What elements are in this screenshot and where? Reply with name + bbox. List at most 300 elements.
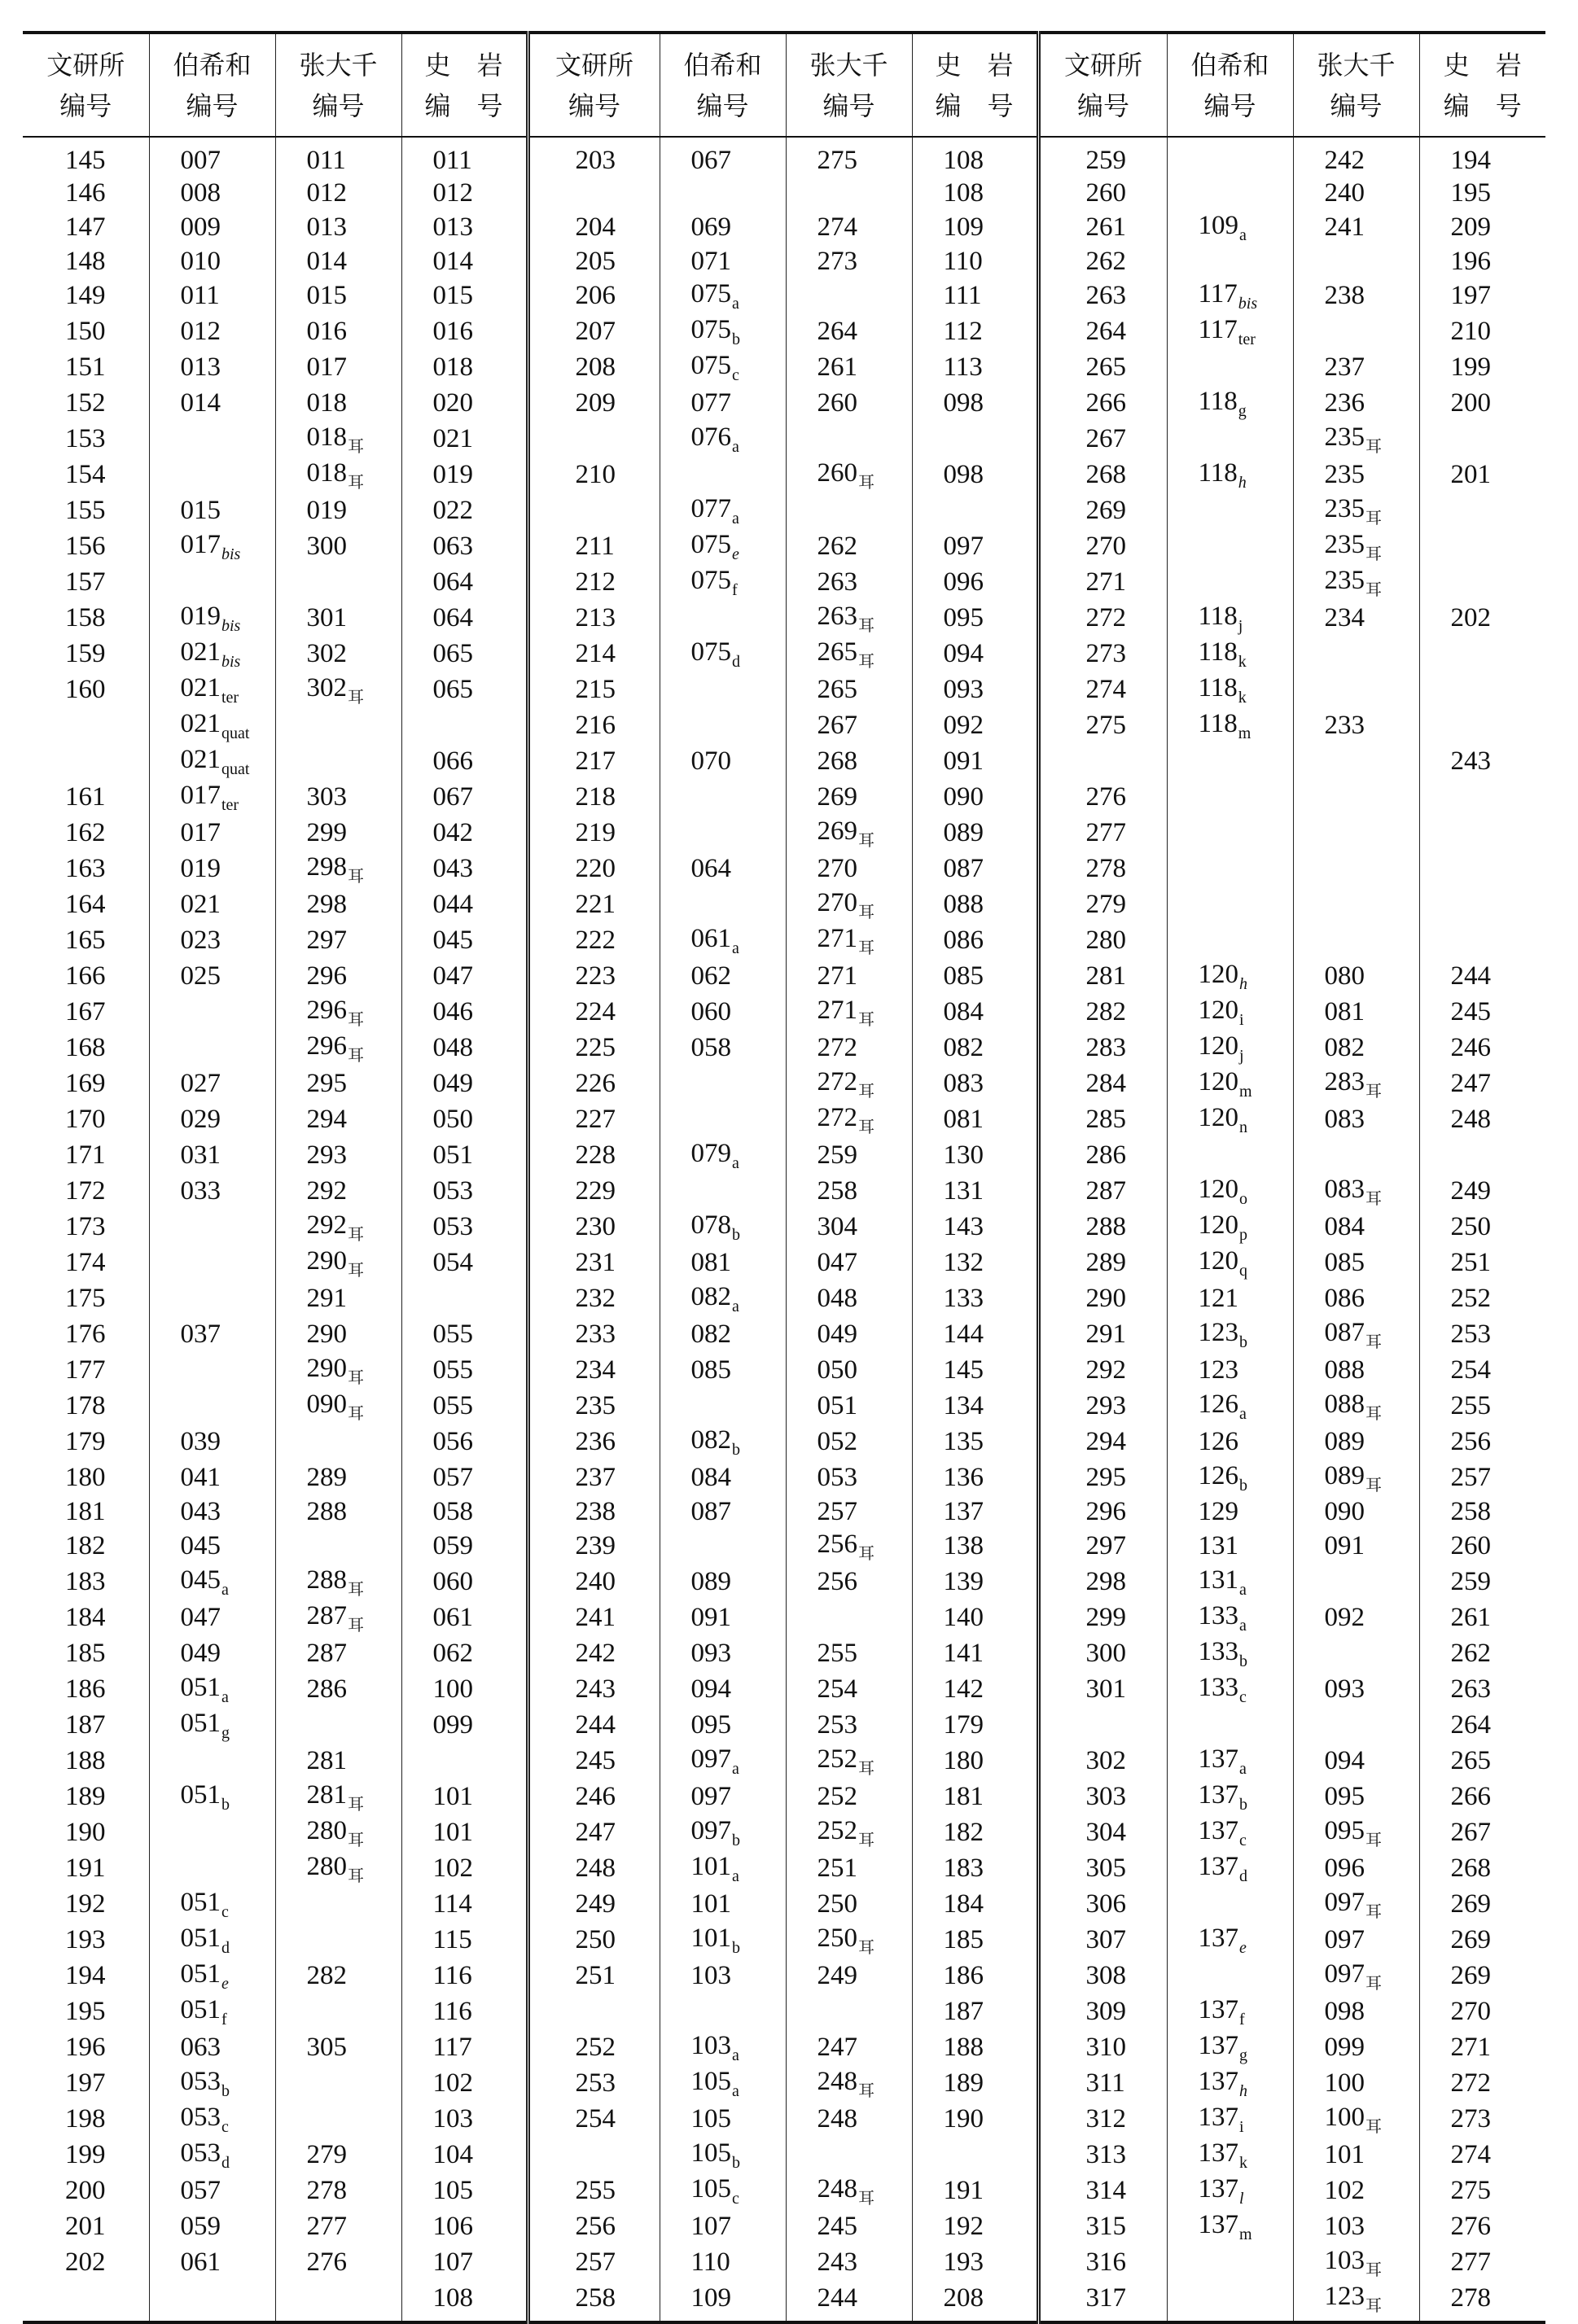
table-cell bbox=[275, 1245, 401, 1280]
table-cell: 251 bbox=[1419, 1245, 1545, 1280]
table-cell: 267 bbox=[1419, 1814, 1545, 1850]
table-cell: 274 bbox=[786, 209, 912, 245]
cell-subscript: 耳 bbox=[348, 1405, 364, 1423]
table-cell: 058 bbox=[401, 1495, 528, 1528]
table-cell: 053 bbox=[401, 1173, 528, 1209]
table-cell: 267 bbox=[1038, 421, 1167, 457]
cell-subscript: b bbox=[1239, 1652, 1247, 1670]
table-cell: 165 bbox=[23, 922, 149, 958]
cell-subscript: g bbox=[1238, 402, 1247, 420]
table-cell: 196 bbox=[1419, 245, 1545, 278]
cell-subscript: 耳 bbox=[1365, 1477, 1382, 1495]
cell-number: 272 bbox=[817, 1067, 857, 1096]
table-cell: 265 bbox=[1038, 349, 1167, 385]
cell-subscript: 耳 bbox=[348, 438, 364, 456]
table-row bbox=[23, 2244, 1545, 2280]
table-row bbox=[23, 2137, 1545, 2173]
cell-subscript: c bbox=[1239, 1832, 1247, 1849]
cell-subscript: 耳 bbox=[1365, 438, 1382, 456]
cell-subscript: i bbox=[1239, 2118, 1244, 2136]
table-cell: 244 bbox=[786, 2280, 912, 2322]
table-cell bbox=[660, 636, 786, 672]
table-cell: 249 bbox=[1419, 1173, 1545, 1209]
table-cell: 266 bbox=[1038, 385, 1167, 421]
table-cell: 236 bbox=[528, 1424, 660, 1460]
table-cell: 251 bbox=[528, 1958, 660, 1994]
table-cell: 155 bbox=[23, 492, 149, 528]
table-cell: 295 bbox=[275, 1066, 401, 1101]
table-cell: 105 bbox=[401, 2173, 528, 2208]
table-cell bbox=[1293, 2280, 1419, 2322]
table-cell bbox=[1293, 886, 1419, 922]
cell-number: 053 bbox=[180, 2138, 221, 2168]
table-cell: 238 bbox=[1293, 278, 1419, 313]
table-cell: 044 bbox=[401, 886, 528, 922]
table-cell bbox=[1293, 636, 1419, 672]
column-header bbox=[1293, 33, 1419, 137]
table-cell: 310 bbox=[1038, 2029, 1167, 2065]
table-cell: 129 bbox=[1167, 1495, 1293, 1528]
table-cell: 182 bbox=[912, 1814, 1038, 1850]
table-cell: 092 bbox=[1293, 1600, 1419, 1635]
table-cell bbox=[1293, 1814, 1419, 1850]
table-cell bbox=[1419, 707, 1545, 743]
table-cell: 110 bbox=[912, 245, 1038, 278]
table-row bbox=[23, 1600, 1545, 1635]
table-cell bbox=[275, 1850, 401, 1886]
column-header-line: 史 岩 bbox=[1443, 49, 1522, 81]
table-cell: 253 bbox=[1419, 1316, 1545, 1352]
table-cell: 231 bbox=[528, 1245, 660, 1280]
cell-number: 137 bbox=[1198, 1816, 1238, 1845]
table-cell bbox=[1293, 1460, 1419, 1495]
table-cell: 168 bbox=[23, 1030, 149, 1066]
table-cell: 039 bbox=[149, 1424, 275, 1460]
column-header-line: 伯希和 bbox=[683, 49, 762, 81]
cell-number: 051 bbox=[180, 1673, 221, 1702]
table-cell bbox=[912, 492, 1038, 528]
table-cell: 269 bbox=[1419, 1958, 1545, 1994]
table-cell: 273 bbox=[1419, 2101, 1545, 2137]
table-cell bbox=[660, 1994, 786, 2029]
table-cell: 304 bbox=[786, 1209, 912, 1245]
table-cell: 238 bbox=[528, 1495, 660, 1528]
table-cell: 259 bbox=[1419, 1564, 1545, 1600]
cell-subscript: m bbox=[1239, 2226, 1252, 2243]
cell-subscript: 耳 bbox=[1365, 2297, 1382, 2315]
column-header bbox=[149, 33, 275, 137]
table-cell: 297 bbox=[1038, 1528, 1167, 1564]
table-cell: 273 bbox=[786, 245, 912, 278]
cell-number: 137 bbox=[1198, 1852, 1238, 1881]
cell-subscript: 耳 bbox=[348, 1617, 364, 1635]
table-row bbox=[23, 492, 1545, 528]
table-row bbox=[23, 1994, 1545, 2029]
table-cell bbox=[275, 1209, 401, 1245]
table-cell bbox=[1293, 492, 1419, 528]
cell-subscript: 耳 bbox=[348, 474, 364, 492]
table-cell bbox=[912, 421, 1038, 457]
cell-number: 272 bbox=[817, 1103, 857, 1132]
table-cell bbox=[660, 1424, 786, 1460]
table-cell: 082 bbox=[912, 1030, 1038, 1066]
table-cell bbox=[660, 815, 786, 851]
table-cell: 013 bbox=[149, 349, 275, 385]
table-cell: 286 bbox=[1038, 1137, 1167, 1173]
table-cell: 107 bbox=[660, 2208, 786, 2244]
table-cell bbox=[660, 421, 786, 457]
table-cell: 047 bbox=[401, 958, 528, 994]
cell-subscript: 耳 bbox=[858, 1545, 874, 1563]
cell-subscript: 耳 bbox=[348, 1011, 364, 1029]
cell-number: 126 bbox=[1198, 1390, 1238, 1419]
cell-number: 263 bbox=[817, 602, 857, 631]
table-cell bbox=[1167, 349, 1293, 385]
table-cell bbox=[1293, 245, 1419, 278]
table-cell: 312 bbox=[1038, 2101, 1167, 2137]
cell-number: 271 bbox=[817, 924, 857, 953]
table-cell bbox=[528, 177, 660, 209]
table-cell: 188 bbox=[912, 2029, 1038, 2065]
table-cell: 064 bbox=[401, 600, 528, 636]
table-cell bbox=[660, 177, 786, 209]
table-cell: 110 bbox=[660, 2244, 786, 2280]
table-cell bbox=[1293, 851, 1419, 886]
table-cell: 246 bbox=[528, 1779, 660, 1814]
table-cell bbox=[1167, 2101, 1293, 2137]
cell-number: 053 bbox=[180, 2067, 221, 2096]
table-cell: 174 bbox=[23, 1245, 149, 1280]
table-row bbox=[23, 245, 1545, 278]
table-cell bbox=[786, 278, 912, 313]
table-cell: 241 bbox=[1293, 209, 1419, 245]
table-cell: 145 bbox=[912, 1352, 1038, 1388]
table-cell bbox=[1419, 922, 1545, 958]
table-cell: 033 bbox=[149, 1173, 275, 1209]
cell-number: 252 bbox=[817, 1816, 857, 1845]
table-cell: 099 bbox=[1293, 2029, 1419, 2065]
table-cell: 167 bbox=[23, 994, 149, 1030]
cell-subscript: d bbox=[1239, 1867, 1247, 1885]
table-cell: 266 bbox=[1419, 1779, 1545, 1814]
table-cell: 084 bbox=[912, 994, 1038, 1030]
table-cell: 241 bbox=[528, 1600, 660, 1635]
column-header bbox=[660, 33, 786, 137]
cell-number: 097 bbox=[1324, 1888, 1365, 1917]
table-cell bbox=[528, 2137, 660, 2173]
table-cell: 253 bbox=[528, 2065, 660, 2101]
cell-subscript: ter bbox=[221, 689, 239, 707]
table-cell bbox=[660, 1280, 786, 1316]
table-cell: 145 bbox=[23, 137, 149, 177]
table-row bbox=[23, 815, 1545, 851]
cell-subscript: 耳 bbox=[858, 1011, 874, 1029]
table-cell: 190 bbox=[912, 2101, 1038, 2137]
table-cell: 288 bbox=[1038, 1209, 1167, 1245]
cell-subscript: d bbox=[732, 653, 740, 671]
table-cell bbox=[1038, 1707, 1167, 1743]
table-cell: 045 bbox=[401, 922, 528, 958]
table-cell bbox=[660, 1101, 786, 1137]
table-cell bbox=[1167, 421, 1293, 457]
table-cell bbox=[1167, 245, 1293, 278]
table-cell bbox=[149, 1886, 275, 1922]
cell-number: 097 bbox=[690, 1816, 731, 1845]
table-cell: 109 bbox=[660, 2280, 786, 2322]
table-cell bbox=[1167, 600, 1293, 636]
cell-subscript: n bbox=[1239, 1118, 1247, 1136]
table-cell: 210 bbox=[1419, 313, 1545, 349]
cell-subscript: b bbox=[732, 2154, 740, 2172]
table-cell: 225 bbox=[528, 1030, 660, 1066]
table-cell bbox=[786, 1743, 912, 1779]
table-cell: 213 bbox=[528, 600, 660, 636]
table-cell: 181 bbox=[23, 1495, 149, 1528]
table-cell: 019 bbox=[275, 492, 401, 528]
table-cell: 017 bbox=[149, 815, 275, 851]
table-cell: 248 bbox=[528, 1850, 660, 1886]
cell-subscript: 耳 bbox=[858, 939, 874, 957]
cell-subscript: f bbox=[1239, 2011, 1245, 2029]
table-cell bbox=[786, 2173, 912, 2208]
table-cell bbox=[1167, 137, 1293, 177]
table-cell: 298 bbox=[1038, 1564, 1167, 1600]
table-cell: 087 bbox=[912, 851, 1038, 886]
table-cell bbox=[275, 1030, 401, 1066]
table-cell: 281 bbox=[1038, 958, 1167, 994]
cell-subscript: a bbox=[221, 1581, 229, 1599]
cell-subscript: l bbox=[1239, 2190, 1244, 2208]
table-cell bbox=[660, 1137, 786, 1173]
table-cell: 156 bbox=[23, 528, 149, 564]
cell-number: 133 bbox=[1198, 1601, 1238, 1630]
table-cell: 277 bbox=[275, 2208, 401, 2244]
table-cell bbox=[1293, 313, 1419, 349]
table-cell: 258 bbox=[1419, 1495, 1545, 1528]
table-cell: 313 bbox=[1038, 2137, 1167, 2173]
table-cell: 247 bbox=[786, 2029, 912, 2065]
table-cell: 009 bbox=[149, 209, 275, 245]
table-cell: 080 bbox=[1293, 958, 1419, 994]
cell-subscript: 耳 bbox=[1365, 545, 1382, 563]
table-cell: 199 bbox=[1419, 349, 1545, 385]
table-cell: 224 bbox=[528, 994, 660, 1030]
table-row bbox=[23, 1173, 1545, 1209]
column-header bbox=[1167, 33, 1293, 137]
cell-subscript: 耳 bbox=[858, 904, 874, 921]
table-cell: 023 bbox=[149, 922, 275, 958]
column-header-line: 编 号 bbox=[424, 90, 503, 121]
table-cell: 278 bbox=[1419, 2280, 1545, 2322]
table-cell: 270 bbox=[1038, 528, 1167, 564]
table-cell bbox=[660, 672, 786, 707]
table-cell: 212 bbox=[528, 564, 660, 600]
table-cell: 093 bbox=[660, 1635, 786, 1671]
cell-number: 118 bbox=[1198, 673, 1238, 702]
cell-subscript: e bbox=[221, 1975, 229, 1993]
table-cell bbox=[149, 707, 275, 743]
table-cell bbox=[1167, 1635, 1293, 1671]
table-cell: 254 bbox=[1419, 1352, 1545, 1388]
cell-number: 090 bbox=[306, 1390, 347, 1419]
table-cell bbox=[1167, 1743, 1293, 1779]
table-cell bbox=[660, 2173, 786, 2208]
table-cell: 278 bbox=[1038, 851, 1167, 886]
table-cell: 257 bbox=[528, 2244, 660, 2280]
column-header-line: 张大千 bbox=[299, 49, 378, 81]
table-cell bbox=[786, 1600, 912, 1635]
cell-subscript: q bbox=[1239, 1262, 1247, 1280]
table-cell: 116 bbox=[401, 1994, 528, 2029]
cell-subscript: k bbox=[1239, 2154, 1247, 2172]
table-cell: 191 bbox=[912, 2173, 1038, 2208]
cell-subscript: bis bbox=[1238, 295, 1258, 313]
table-cell bbox=[660, 1922, 786, 1958]
table-cell: 250 bbox=[786, 1886, 912, 1922]
cell-number: 103 bbox=[690, 2031, 731, 2060]
cell-subscript: b bbox=[1239, 1796, 1247, 1814]
table-cell: 201 bbox=[23, 2208, 149, 2244]
table-cell: 095 bbox=[912, 600, 1038, 636]
table-cell bbox=[1167, 1066, 1293, 1101]
table-cell: 296 bbox=[275, 958, 401, 994]
table-cell: 151 bbox=[23, 349, 149, 385]
table-cell: 102 bbox=[1293, 2173, 1419, 2208]
table-cell: 268 bbox=[1038, 457, 1167, 492]
table-cell: 278 bbox=[275, 2173, 401, 2208]
table-cell bbox=[1167, 1316, 1293, 1352]
table-row bbox=[23, 2029, 1545, 2065]
column-header bbox=[1419, 33, 1545, 137]
table-cell: 259 bbox=[1038, 137, 1167, 177]
table-cell: 097 bbox=[912, 528, 1038, 564]
table-cell: 181 bbox=[912, 1779, 1038, 1814]
cell-number: 120 bbox=[1198, 996, 1238, 1025]
table-cell: 109 bbox=[912, 209, 1038, 245]
table-cell bbox=[1167, 278, 1293, 313]
table-cell bbox=[1293, 1564, 1419, 1600]
cell-subscript: a bbox=[732, 939, 739, 957]
cell-number: 137 bbox=[1198, 2138, 1238, 2168]
table-cell: 090 bbox=[1293, 1495, 1419, 1528]
table-cell: 093 bbox=[912, 672, 1038, 707]
cell-subscript: b bbox=[221, 1796, 230, 1814]
cell-number: 101 bbox=[690, 1924, 731, 1953]
table-row bbox=[23, 851, 1545, 886]
cell-number: 137 bbox=[1198, 2210, 1238, 2239]
table-cell: 015 bbox=[149, 492, 275, 528]
table-cell bbox=[149, 600, 275, 636]
table-cell: 169 bbox=[23, 1066, 149, 1101]
table-cell bbox=[1419, 779, 1545, 815]
table-cell: 243 bbox=[786, 2244, 912, 2280]
cell-subscript: 耳 bbox=[858, 1083, 874, 1101]
table-cell: 136 bbox=[912, 1460, 1038, 1495]
cell-subscript: k bbox=[1238, 653, 1247, 671]
table-cell bbox=[1167, 779, 1293, 815]
cell-subscript: bis bbox=[221, 545, 241, 563]
table-cell: 045 bbox=[149, 1528, 275, 1564]
table-cell: 043 bbox=[401, 851, 528, 886]
cell-number: 075 bbox=[690, 315, 731, 344]
table-cell bbox=[1419, 528, 1545, 564]
table-cell: 097 bbox=[660, 1779, 786, 1814]
table-cell: 085 bbox=[660, 1352, 786, 1388]
table-cell: 254 bbox=[528, 2101, 660, 2137]
cell-number: 117 bbox=[1198, 279, 1238, 309]
table-cell bbox=[1293, 1707, 1419, 1743]
concordance-table bbox=[23, 31, 1545, 2324]
table-cell: 288 bbox=[275, 1495, 401, 1528]
table-cell: 100 bbox=[1293, 2065, 1419, 2101]
table-cell: 252 bbox=[786, 1779, 912, 1814]
table-cell: 275 bbox=[1038, 707, 1167, 743]
table-cell: 149 bbox=[23, 278, 149, 313]
table-cell bbox=[1167, 1707, 1293, 1743]
table-cell bbox=[1293, 1173, 1419, 1209]
table-cell: 059 bbox=[149, 2208, 275, 2244]
cell-number: 083 bbox=[1324, 1175, 1365, 1204]
table-cell: 091 bbox=[660, 1600, 786, 1635]
table-row bbox=[23, 1137, 1545, 1173]
cell-subscript: c bbox=[732, 366, 739, 384]
table-cell: 092 bbox=[912, 707, 1038, 743]
table-cell bbox=[660, 349, 786, 385]
table-cell: 008 bbox=[149, 177, 275, 209]
table-cell bbox=[786, 922, 912, 958]
cell-subscript: 耳 bbox=[1365, 2118, 1382, 2136]
table-cell: 240 bbox=[528, 1564, 660, 1600]
table-row bbox=[23, 1743, 1545, 1779]
table-cell: 171 bbox=[23, 1137, 149, 1173]
cell-number: 021 bbox=[180, 709, 221, 738]
cell-number: 053 bbox=[180, 2103, 221, 2132]
table-cell bbox=[149, 1922, 275, 1958]
cell-subscript: 耳 bbox=[1365, 1190, 1382, 1208]
table-cell: 187 bbox=[23, 1707, 149, 1743]
table-cell: 055 bbox=[401, 1316, 528, 1352]
table-cell: 104 bbox=[401, 2137, 528, 2173]
table-cell bbox=[149, 1779, 275, 1814]
cell-subscript: h bbox=[1238, 474, 1247, 492]
table-cell: 303 bbox=[1038, 1779, 1167, 1814]
cell-number: 097 bbox=[1324, 1959, 1365, 1989]
table-row bbox=[23, 1424, 1545, 1460]
cell-number: 296 bbox=[306, 996, 347, 1025]
table-cell: 198 bbox=[23, 2101, 149, 2137]
cell-number: 087 bbox=[1324, 1318, 1365, 1347]
cell-subscript: b bbox=[221, 2082, 230, 2100]
table-cell bbox=[149, 1564, 275, 1600]
cell-subscript: 耳 bbox=[1365, 1333, 1382, 1351]
cell-subscript: d bbox=[221, 2154, 230, 2172]
table-row bbox=[23, 1316, 1545, 1352]
cell-subscript: h bbox=[1239, 2082, 1247, 2100]
cell-subscript: quat bbox=[221, 724, 250, 742]
table-cell: 021 bbox=[149, 886, 275, 922]
table-cell: 047 bbox=[786, 1245, 912, 1280]
table-cell bbox=[275, 564, 401, 600]
table-cell bbox=[1293, 672, 1419, 707]
table-cell: 095 bbox=[660, 1707, 786, 1743]
table-cell bbox=[1293, 1316, 1419, 1352]
cell-number: 137 bbox=[1198, 2067, 1238, 2096]
table-cell bbox=[1167, 922, 1293, 958]
table-cell: 291 bbox=[1038, 1316, 1167, 1352]
table-row bbox=[23, 1564, 1545, 1600]
table-cell: 096 bbox=[912, 564, 1038, 600]
table-cell: 027 bbox=[149, 1066, 275, 1101]
